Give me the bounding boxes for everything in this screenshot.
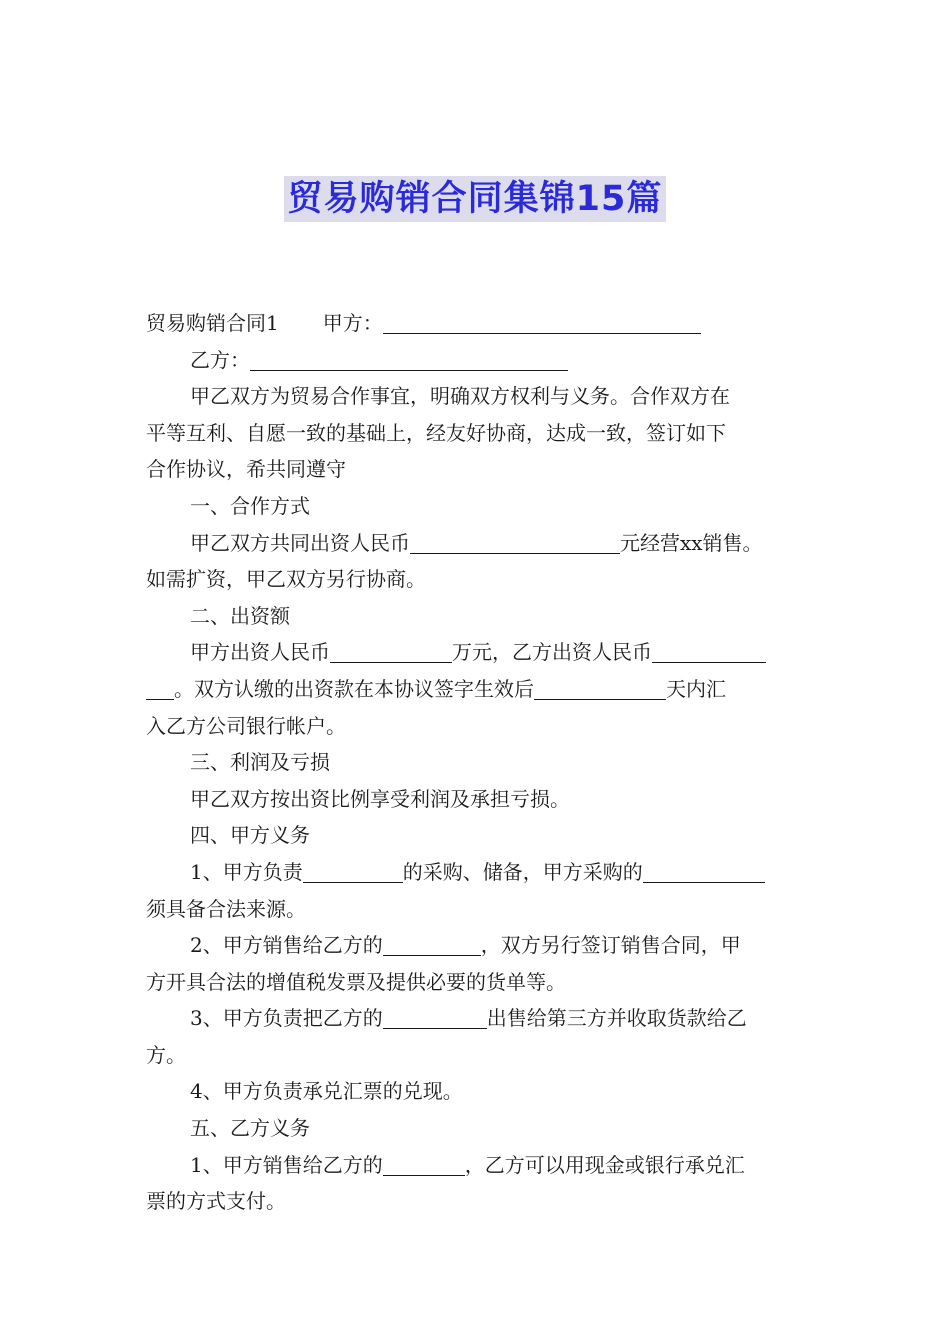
intro-line-3: 合作协议，希共同遵守 [146, 457, 346, 482]
section-1-text-a: 甲乙双方共同出资人民币 [190, 530, 410, 555]
investment-total-blank [410, 529, 620, 554]
party-b-amount-blank [652, 638, 766, 663]
party-a-amount-blank [330, 638, 452, 663]
section-1-line-1 [146, 525, 810, 562]
section-4-item-1-cont: 须具备合法来源。 [146, 896, 306, 921]
intro-line-1: 甲乙双方为贸易合作事宜，明确双方权利与义务。合作双方在 [190, 384, 730, 409]
section-5-item-1 [146, 1147, 810, 1184]
party-a-line [146, 305, 810, 342]
section-1-heading: 一、合作方式 [190, 493, 310, 518]
item-1-text-b: 的采购、储备，甲方采购的 [402, 859, 643, 884]
section-3-heading: 三、利润及亏损 [190, 750, 330, 775]
document-title: 贸易购销合同集锦15篇 [284, 176, 667, 222]
section-2-text-c: 。双方认缴的出资款在本协议签字生效后 [174, 676, 534, 701]
item-2-text-b: ，双方另行签订销售合同，甲 [480, 933, 741, 958]
section-5-item-1-cont: 票的方式支付。 [146, 1189, 286, 1214]
section-2-heading: 二、出资额 [190, 603, 290, 628]
party-b-label: 乙方： [190, 347, 250, 372]
item-1-blank-a [303, 858, 403, 883]
party-b-blank [250, 346, 568, 371]
section-2-line-3: 入乙方公司银行帐户。 [146, 713, 346, 738]
item-3-text-b: 出售给第三方并收取货款给乙 [486, 1006, 747, 1031]
item-2-text-a: 2、甲方销售给乙方的 [190, 933, 383, 958]
intro-line-2: 平等互利、自愿一致的基础上，经友好协商，达成一致，签订如下 [146, 420, 726, 445]
s5-item-1-blank [383, 1151, 465, 1176]
section-2-text-d: 天内汇 [666, 676, 726, 701]
section-2-text-b: 万元，乙方出资人民币 [452, 640, 652, 665]
section-4-item-3-cont: 方。 [146, 1042, 186, 1067]
days-blank [534, 675, 666, 700]
title-block [0, 176, 950, 222]
party-a-blank [383, 309, 701, 334]
section-1-text-b: 元经营xx销售。 [620, 530, 763, 555]
item-1-blank-b [643, 858, 765, 883]
item-2-blank [383, 931, 481, 956]
item-3-text-a: 3、甲方负责把乙方的 [190, 1006, 383, 1031]
section-1-line-2: 如需扩资，甲乙双方另行协商。 [146, 567, 426, 592]
section-3-line-1: 甲乙双方按出资比例享受利润及承担亏损。 [190, 786, 570, 811]
party-a-label: 甲方： [322, 311, 383, 335]
section-4-item-2-cont: 方开具合法的增值税发票及提供必要的货单等。 [146, 969, 566, 994]
party-b-amount-blank-cont [146, 675, 174, 700]
s5-item-1-text-a: 1、甲方销售给乙方的 [190, 1152, 383, 1177]
party-b-line [146, 342, 810, 379]
item-1-text-a: 1、甲方负责 [190, 859, 303, 884]
section-4-item-3 [146, 1000, 810, 1037]
section-4-heading: 四、甲方义务 [190, 823, 310, 848]
section-5-heading: 五、乙方义务 [190, 1116, 310, 1141]
s5-item-1-text-b: ，乙方可以用现金或银行承兑汇 [464, 1152, 745, 1177]
item-3-blank [383, 1004, 487, 1029]
section-4-item-2 [146, 927, 810, 964]
section-2-line-2 [146, 671, 810, 708]
contract-number: 贸易购销合同1 [146, 311, 279, 335]
document-body [146, 305, 810, 1220]
section-4-item-1 [146, 854, 810, 891]
section-2-text-a: 甲方出资人民币 [190, 640, 330, 665]
section-2-line-1 [146, 634, 810, 671]
section-4-item-4: 4、甲方负责承兑汇票的兑现。 [190, 1079, 463, 1104]
